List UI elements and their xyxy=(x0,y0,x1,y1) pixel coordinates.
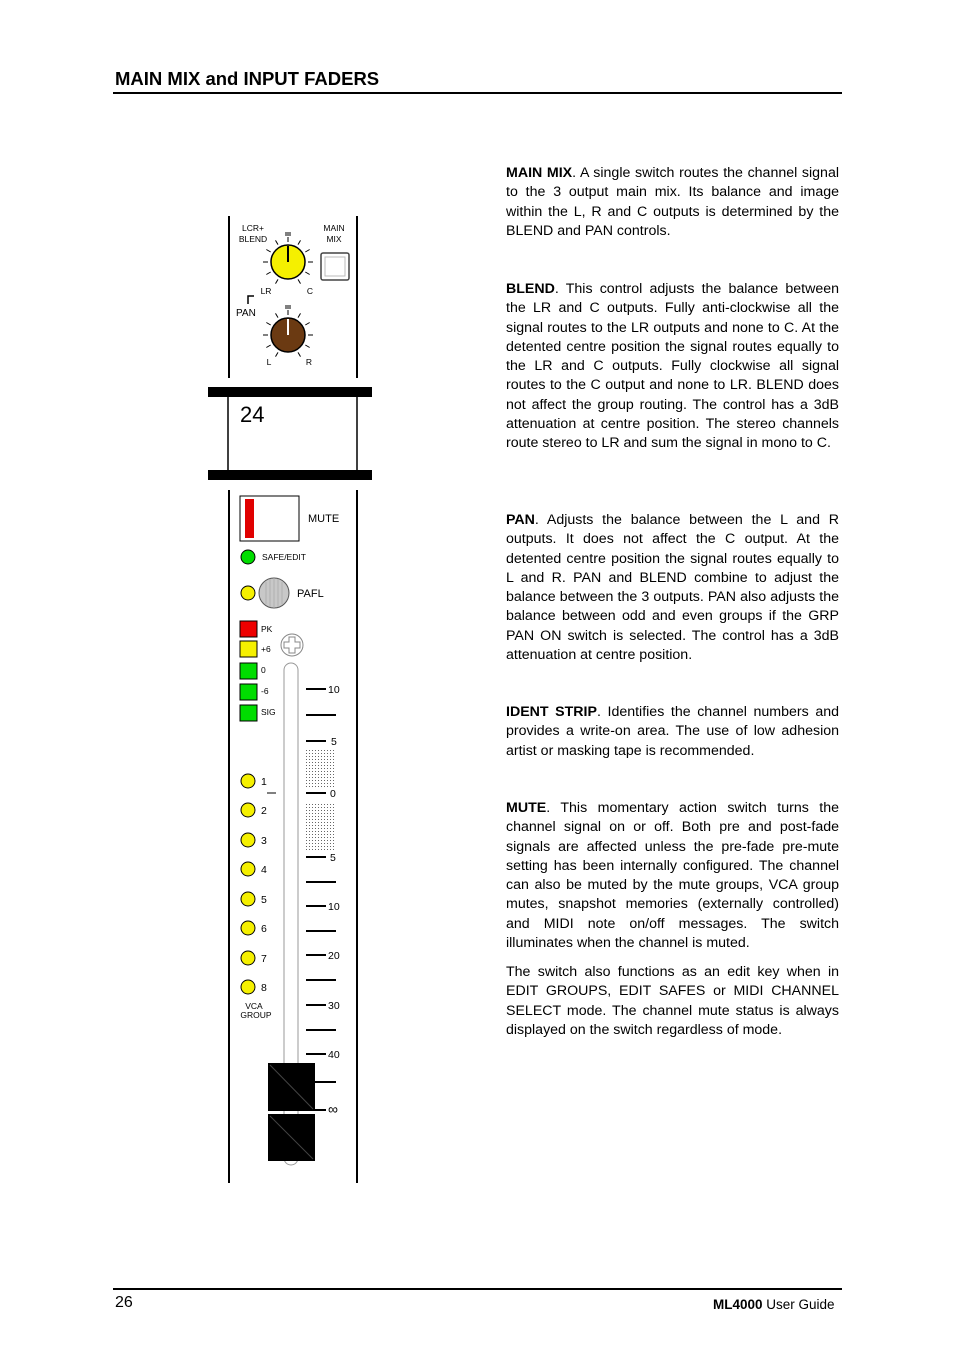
safe-edit-label: SAFE/EDIT xyxy=(262,552,306,562)
pan-label: PAN xyxy=(236,308,256,319)
pan-tick xyxy=(298,352,301,356)
pan-r-label: R xyxy=(305,357,313,367)
pan-tick xyxy=(266,323,270,326)
blend-lr-label: LR xyxy=(260,286,272,296)
guide-name-bold: ML4000 xyxy=(713,1297,763,1312)
vca-number-3: 3 xyxy=(261,835,267,847)
description-section xyxy=(506,799,839,953)
meter-led-sig xyxy=(240,705,257,721)
blend-tick xyxy=(298,279,301,283)
description-paragraph xyxy=(506,164,839,241)
vca-led-8 xyxy=(241,980,255,994)
pan-bracket xyxy=(248,296,254,304)
description-paragraph xyxy=(506,963,839,1040)
channel-number: 24 xyxy=(240,402,265,427)
pafl-label: PAFL xyxy=(297,588,324,600)
vca-number-1: 1 xyxy=(261,776,267,788)
meter-label-sig: SIG xyxy=(261,707,276,717)
vca-number-2: 2 xyxy=(261,805,267,817)
main-mix-label-2: MIX xyxy=(326,234,342,244)
blend-tick xyxy=(276,240,279,244)
pan-tick xyxy=(305,345,309,348)
main-mix-label-1: MAIN xyxy=(323,223,345,233)
fader-scale-label: 20 xyxy=(328,950,340,962)
vca-group-label-2: GROUP xyxy=(240,1010,272,1020)
fader-scale-label: 10 xyxy=(328,684,340,696)
blend-tick xyxy=(305,250,309,253)
fader-scale-label: 30 xyxy=(328,1000,340,1012)
blend-c-label: C xyxy=(306,286,314,296)
page-number: 26 xyxy=(115,1294,133,1311)
blend-tick xyxy=(266,272,270,275)
section-text: . Identifies the channel numbers and provides a write-on area. The use of low adhesion artist or masking tape is recommended. xyxy=(506,704,839,759)
guide-name xyxy=(713,1297,835,1312)
blend-tick xyxy=(266,250,270,253)
section-term: MUTE xyxy=(506,800,547,816)
section-text: . Adjusts the balance between the L and R outputs. It does not affect the C output. At the detented centre position the signal routes equally to L and R. PAN and BLEND combine to adjust the balance between the 3 outputs. PAN also adjusts the balance between odd and even groups if the GRP PAN ON switch is selected. The control has a 3dB attenuation at centre position. xyxy=(506,512,839,664)
section-text: The switch also functions as an edit key when in EDIT GROUPS, EDIT SAFES or MIDI CHANNEL SELECT mode. The channel mute status is always displayed on the switch regardless of mode. xyxy=(506,964,839,1038)
section-term: MAIN MIX xyxy=(506,165,573,181)
section-text: . A single switch routes the channel signal to the 3 output main mix. Its balance and image within the L, R and C outputs is determined by the BLEND and PAN controls. xyxy=(506,165,839,239)
fader-scale-shading-upper xyxy=(306,750,336,788)
mute-indicator xyxy=(245,499,254,538)
meter-label-pk: PK xyxy=(261,624,273,634)
description-paragraph xyxy=(506,511,839,665)
blend-tick xyxy=(298,240,301,244)
pafl-led xyxy=(241,586,255,600)
fader-scale-label: 5 xyxy=(330,852,336,864)
vca-number-8: 8 xyxy=(261,982,267,994)
description-paragraph xyxy=(506,799,839,953)
guide-name-suffix: User Guide xyxy=(762,1297,835,1312)
description-paragraph xyxy=(506,703,839,761)
fader-scale-label: ∞ xyxy=(328,1101,338,1117)
vca-number-7: 7 xyxy=(261,953,267,965)
pan-tick xyxy=(305,323,309,326)
pan-tick xyxy=(276,352,279,356)
vca-number-6: 6 xyxy=(261,923,267,935)
vca-led-2 xyxy=(241,803,255,817)
pan-l-label: L xyxy=(266,357,272,367)
blend-tick xyxy=(276,279,279,283)
section-term: IDENT STRIP xyxy=(506,704,597,720)
vca-number-5: 5 xyxy=(261,894,267,906)
ident-strip-bottom-bar xyxy=(208,470,372,480)
pan-tick xyxy=(298,313,301,317)
lcr-blend-label-1: LCR+ xyxy=(242,223,264,233)
footer-rule xyxy=(113,1288,842,1290)
meter-led-minus6 xyxy=(240,684,257,700)
safe-edit-led xyxy=(241,550,255,564)
section-text: . This control adjusts the balance between the LR and C outputs. Fully anti-clockwise all the signal routes to the LR outputs and none to C. At the detented centre position the signal routes equally to the LR and C outputs. Fully clockwise all signal routes to the C output and none to LR. BLEND does not affect the group routing. The control has a 3dB attenuation at centre position. The stereo channels route stereo to LR and sum the signal in mono to C. xyxy=(506,281,839,452)
meter-led-plus6 xyxy=(240,641,257,657)
vca-group-label-1: VCA xyxy=(245,1001,263,1011)
fader-scale-label: 40 xyxy=(328,1049,340,1061)
meter-led-0 xyxy=(240,663,257,679)
vca-led-3 xyxy=(241,833,255,847)
section-term: PAN xyxy=(506,512,535,528)
pan-tick xyxy=(276,313,279,317)
meter-label-0: 0 xyxy=(261,665,266,675)
mute-label: MUTE xyxy=(308,513,340,525)
vca-number-4: 4 xyxy=(261,864,267,876)
section-term: BLEND xyxy=(506,281,555,297)
meter-label-plus6: +6 xyxy=(261,644,271,654)
description-section xyxy=(506,511,839,665)
vca-led-7 xyxy=(241,951,255,965)
pan-tick xyxy=(266,345,270,348)
description-section xyxy=(506,164,839,241)
vca-led-4 xyxy=(241,862,255,876)
description-section xyxy=(506,963,839,1040)
section-text: . This momentary action switch turns the channel signal on or off. Both pre and post-fade signals are affected unless the pre-fade pre-mute setting has been internally configured. The channel can also be muted by the mute groups, VCA group mutes, snapshot memories (externally controlled) and MIDI note on/off messages. The switch illuminates when the channel is muted. xyxy=(506,800,839,952)
description-section xyxy=(506,280,839,454)
fader-scale-label: 0 xyxy=(330,788,336,800)
description-paragraph xyxy=(506,280,839,454)
vca-led-5 xyxy=(241,892,255,906)
meter-label-minus6: -6 xyxy=(261,686,269,696)
fader-scale-label: 5 xyxy=(331,736,337,748)
blend-tick xyxy=(305,272,309,275)
page-title: MAIN MIX and INPUT FADERS xyxy=(115,68,380,89)
fader-scale-shading-lower xyxy=(306,802,336,850)
description-section xyxy=(506,703,839,761)
vca-led-1 xyxy=(241,774,255,788)
ident-strip-top-bar xyxy=(208,387,372,397)
vca-led-6 xyxy=(241,921,255,935)
fader-scale-label: 10 xyxy=(328,901,340,913)
meter-led-pk xyxy=(240,621,257,637)
lcr-blend-label-2: BLEND xyxy=(238,234,268,244)
